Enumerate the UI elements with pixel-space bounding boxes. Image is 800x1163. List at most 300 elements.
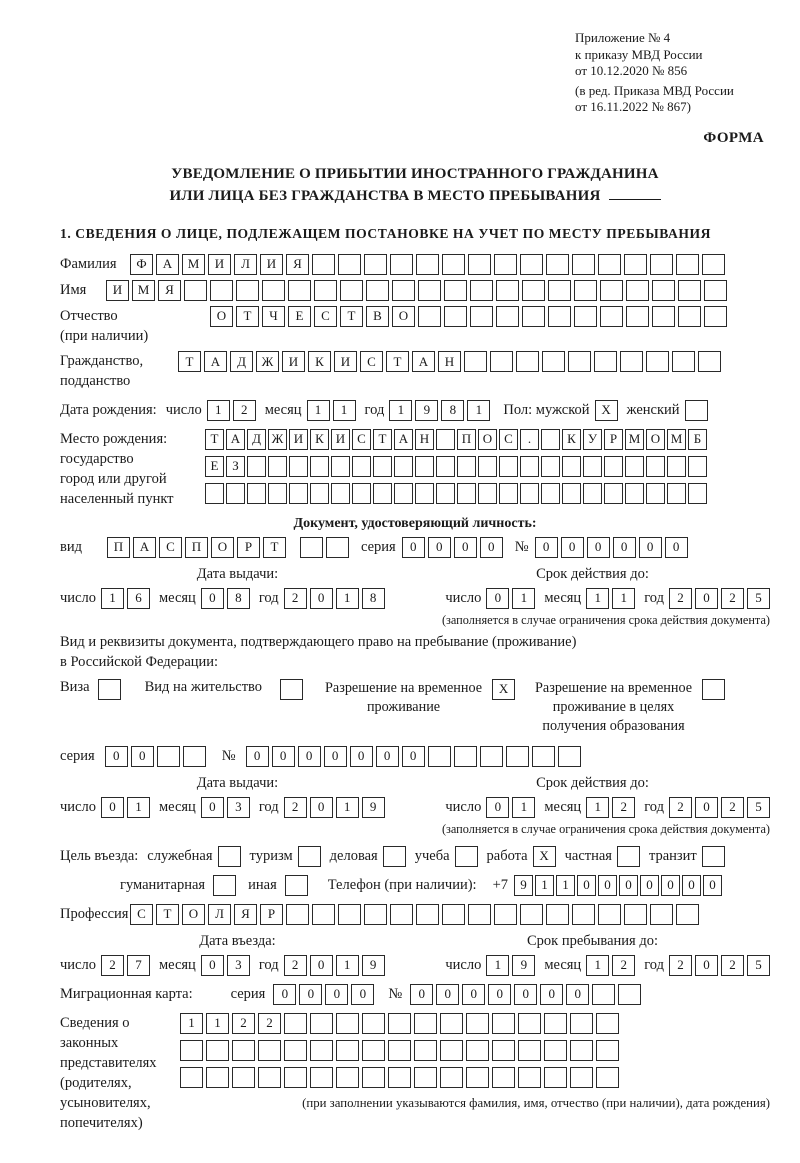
- char-cell: 6: [127, 588, 150, 609]
- char-cell: [312, 254, 335, 275]
- char-cell: 1: [336, 588, 359, 609]
- birthplace-row1-cells: [205, 429, 707, 450]
- char-cell: О: [392, 306, 415, 327]
- title-blank-line: [609, 199, 661, 200]
- char-cell: [414, 1013, 437, 1034]
- char-cell: [416, 904, 439, 925]
- char-cell: 0: [246, 746, 269, 767]
- char-cell: 0: [639, 537, 662, 558]
- char-cell: [598, 904, 621, 925]
- char-cell: Ж: [256, 351, 279, 372]
- char-cell: [598, 254, 621, 275]
- char-cell: П: [107, 537, 130, 558]
- char-cell: Л: [234, 254, 257, 275]
- char-cell: 2: [284, 588, 307, 609]
- char-cell: [688, 483, 707, 504]
- purpose-work-label: работа: [486, 847, 528, 864]
- sex-male-checkbox: [595, 400, 618, 421]
- purpose-extra-phone-row: [60, 875, 770, 896]
- day-label: число: [445, 798, 482, 815]
- guardians-label-line4: (родителях,: [60, 1074, 132, 1091]
- char-cell: [428, 746, 451, 767]
- char-cell: [574, 306, 597, 327]
- char-cell: [600, 306, 623, 327]
- char-cell: 0: [201, 588, 224, 609]
- residence-doc-intro-line2: в Российской Федерации:: [60, 653, 219, 670]
- iddoc-dates-row: [60, 588, 770, 609]
- char-cell: [331, 483, 350, 504]
- char-cell: 0: [640, 875, 659, 896]
- char-cell: А: [133, 537, 156, 558]
- residence-doc-date-headers: [60, 775, 770, 792]
- entry-day-cells: [101, 955, 150, 976]
- char-cell: [676, 254, 699, 275]
- char-cell: [466, 1013, 489, 1034]
- birthdate-label: Дата рождения:: [60, 401, 157, 418]
- char-cell: 2: [284, 797, 307, 818]
- char-cell: [492, 1013, 515, 1034]
- char-cell: 2: [233, 400, 256, 421]
- document-type-cells: [107, 537, 286, 558]
- temp-residence-label: [325, 679, 482, 717]
- purpose-humanitarian-checkbox: [213, 875, 236, 896]
- char-cell: Ч: [262, 306, 285, 327]
- year-label: год: [258, 798, 279, 815]
- char-cell: [522, 306, 545, 327]
- char-cell: [522, 280, 545, 301]
- month-label: месяц: [544, 798, 582, 815]
- birth-day-cells: [207, 400, 256, 421]
- iddoc-date-headers: [60, 566, 770, 583]
- char-cell: [258, 1040, 281, 1061]
- char-cell: 0: [310, 955, 333, 976]
- char-cell: [650, 904, 673, 925]
- char-cell: 2: [669, 955, 692, 976]
- purpose-study-checkbox: [455, 846, 478, 867]
- char-cell: С: [360, 351, 383, 372]
- entry-purpose-label: Цель въезда:: [60, 847, 139, 864]
- char-cell: [336, 1013, 359, 1034]
- visa-checkbox: [98, 679, 121, 700]
- citizenship-row: [60, 351, 770, 392]
- char-cell: [312, 904, 335, 925]
- char-cell: [390, 904, 413, 925]
- char-cell: 0: [272, 746, 295, 767]
- char-cell: [702, 254, 725, 275]
- char-cell: [520, 456, 539, 477]
- char-cell: [183, 746, 206, 767]
- char-cell: [210, 280, 233, 301]
- char-cell: К: [310, 429, 329, 450]
- char-cell: [548, 306, 571, 327]
- char-cell: 0: [488, 984, 511, 1005]
- char-cell: [548, 280, 571, 301]
- char-cell: [626, 306, 649, 327]
- char-cell: 0: [598, 875, 617, 896]
- char-cell: [184, 280, 207, 301]
- annex-line-5: от 16.11.2022 № 867): [575, 99, 692, 114]
- char-cell: [698, 351, 721, 372]
- char-cell: Т: [340, 306, 363, 327]
- char-cell: 1: [512, 797, 535, 818]
- char-cell: [685, 400, 708, 421]
- char-cell: [468, 904, 491, 925]
- char-cell: [284, 1013, 307, 1034]
- char-cell: 0: [350, 746, 373, 767]
- char-cell: [592, 984, 615, 1005]
- char-cell: Е: [288, 306, 311, 327]
- char-cell: [418, 280, 441, 301]
- char-cell: [650, 254, 673, 275]
- profession-cells: [130, 904, 699, 925]
- char-cell: 1: [612, 588, 635, 609]
- char-cell: .: [520, 429, 539, 450]
- char-cell: 1: [336, 955, 359, 976]
- char-cell: Л: [208, 904, 231, 925]
- char-cell: О: [646, 429, 665, 450]
- birthplace-label-line1: Место рождения:: [60, 430, 168, 447]
- purpose-other-label: иная: [248, 876, 277, 893]
- day-label: число: [60, 589, 96, 606]
- birthplace-label-line2: государство: [60, 450, 134, 467]
- series-label: серия: [361, 538, 396, 555]
- char-cell: [542, 351, 565, 372]
- birthplace-label-line4: населенный пункт: [60, 490, 174, 507]
- char-cell: 1: [467, 400, 490, 421]
- residence-doc-series-cells: [105, 746, 206, 767]
- purpose-business-label: деловая: [329, 847, 378, 864]
- stay-until-group: [445, 955, 770, 976]
- char-cell: З: [226, 456, 245, 477]
- entry-month-cells: [201, 955, 250, 976]
- char-cell: 0: [695, 588, 718, 609]
- char-cell: 9: [415, 400, 438, 421]
- char-cell: 1: [127, 797, 150, 818]
- char-cell: С: [499, 429, 518, 450]
- number-label: №: [388, 985, 403, 1002]
- char-cell: [364, 904, 387, 925]
- char-cell: [310, 483, 329, 504]
- residence-doc-issue-day-cells: [101, 797, 150, 818]
- char-cell: [596, 1013, 619, 1034]
- char-cell: [496, 280, 519, 301]
- char-cell: [480, 746, 503, 767]
- month-label: месяц: [264, 401, 302, 418]
- char-cell: [558, 746, 581, 767]
- temp-residence-edu-label-line3: получения образования: [542, 717, 685, 734]
- char-cell: [596, 1040, 619, 1061]
- char-cell: 0: [351, 984, 374, 1005]
- char-cell: [268, 483, 287, 504]
- char-cell: 1: [389, 400, 412, 421]
- char-cell: О: [182, 904, 205, 925]
- char-cell: [284, 1067, 307, 1088]
- char-cell: [570, 1013, 593, 1034]
- char-cell: [457, 456, 476, 477]
- temp-residence-edu-label-line1: Разрешение на временное: [535, 679, 693, 696]
- char-cell: [300, 537, 323, 558]
- guardians-label-line2: законных: [60, 1034, 119, 1051]
- char-cell: [499, 483, 518, 504]
- month-label: месяц: [158, 956, 196, 973]
- char-cell: 0: [410, 984, 433, 1005]
- char-cell: 2: [232, 1013, 255, 1034]
- limited-validity-note-2: (заполняется в случае ограничения срока действия документа): [441, 821, 770, 836]
- char-cell: 0: [682, 875, 701, 896]
- citizenship-label: [60, 351, 178, 392]
- residence-doc-issue-date-group: [60, 797, 385, 818]
- char-cell: [457, 483, 476, 504]
- temp-residence-edu-label-line2: проживание в целях: [552, 698, 675, 715]
- char-cell: [157, 746, 180, 767]
- char-cell: [416, 254, 439, 275]
- char-cell: [247, 456, 266, 477]
- guardians-note: (при заполнении указываются фамилия, имя, отчество (при наличии), дата рождения): [302, 1095, 770, 1110]
- char-cell: [289, 456, 308, 477]
- char-cell: И: [334, 351, 357, 372]
- char-cell: 5: [747, 588, 770, 609]
- char-cell: И: [331, 429, 350, 450]
- sex-female-checkbox: [685, 400, 708, 421]
- char-cell: [340, 280, 363, 301]
- char-cell: 0: [561, 537, 584, 558]
- residence-doc-series-row: [60, 746, 770, 767]
- char-cell: [392, 280, 415, 301]
- char-cell: О: [210, 306, 233, 327]
- char-cell: [600, 280, 623, 301]
- char-cell: [494, 254, 517, 275]
- document-type-row: [60, 537, 770, 558]
- char-cell: [466, 1067, 489, 1088]
- birthplace-row2-cells: [205, 456, 707, 477]
- char-cell: [624, 904, 647, 925]
- char-cell: 1: [206, 1013, 229, 1034]
- char-cell: [678, 306, 701, 327]
- temp-residence-label-line2: проживание: [366, 698, 441, 715]
- iddoc-valid-month-cells: [586, 588, 635, 609]
- annex-line-2: к приказу МВД России: [575, 46, 703, 62]
- char-cell: 0: [695, 797, 718, 818]
- series-label: серия: [230, 985, 266, 1002]
- guardians-row2-cells: [180, 1040, 770, 1061]
- residence-doc-valid-until-header: Срок действия до:: [536, 774, 649, 791]
- char-cell: [338, 254, 361, 275]
- char-cell: 1: [586, 797, 609, 818]
- residence-doc-issue-year-cells: [284, 797, 385, 818]
- char-cell: [704, 280, 727, 301]
- char-cell: [352, 483, 371, 504]
- char-cell: [583, 456, 602, 477]
- char-cell: 1: [207, 400, 230, 421]
- char-cell: А: [412, 351, 435, 372]
- char-cell: [532, 746, 555, 767]
- char-cell: 2: [669, 797, 692, 818]
- patronymic-label-line1: Отчество: [60, 307, 118, 324]
- char-cell: 2: [258, 1013, 281, 1034]
- residence-doc-valid-year-cells: [669, 797, 770, 818]
- char-cell: 0: [566, 984, 589, 1005]
- char-cell: [620, 351, 643, 372]
- char-cell: 0: [514, 984, 537, 1005]
- temp-residence-checkbox: [492, 679, 515, 700]
- year-label: год: [258, 589, 279, 606]
- series-label: серия: [60, 747, 95, 764]
- char-cell: [310, 1067, 333, 1088]
- char-cell: 5: [747, 955, 770, 976]
- permit-options-row: [60, 679, 770, 736]
- section-1-title: 1. СВЕДЕНИЯ О ЛИЦЕ, ПОДЛЕЖАЩЕМ ПОСТАНОВКЕ НА УЧЕТ ПО МЕСТУ ПРЕБЫВАНИЯ: [60, 225, 712, 241]
- char-cell: [205, 483, 224, 504]
- birthdate-row: [60, 400, 770, 421]
- char-cell: X: [533, 846, 556, 867]
- char-cell: [520, 254, 543, 275]
- char-cell: [440, 1013, 463, 1034]
- char-cell: И: [106, 280, 129, 301]
- identity-document-header: Документ, удостоверяющий личность:: [293, 515, 537, 531]
- char-cell: [574, 280, 597, 301]
- char-cell: 0: [376, 746, 399, 767]
- char-cell: [232, 1040, 255, 1061]
- char-cell: [98, 679, 121, 700]
- char-cell: Е: [205, 456, 224, 477]
- char-cell: [570, 1040, 593, 1061]
- char-cell: [455, 846, 478, 867]
- guardians-label-line1: Сведения о: [60, 1014, 130, 1031]
- legal-representatives-row: [60, 1013, 770, 1133]
- patronymic-row: [60, 306, 770, 347]
- char-cell: 1: [556, 875, 575, 896]
- char-cell: [544, 1067, 567, 1088]
- char-cell: 0: [402, 746, 425, 767]
- char-cell: 0: [454, 537, 477, 558]
- profession-label: Профессия: [60, 905, 129, 922]
- char-cell: [570, 1067, 593, 1088]
- char-cell: 1: [586, 588, 609, 609]
- char-cell: И: [260, 254, 283, 275]
- char-cell: [468, 254, 491, 275]
- annex-line-1: Приложение № 4: [575, 30, 671, 45]
- char-cell: [286, 904, 309, 925]
- birthplace-row: [60, 429, 770, 510]
- iddoc-issue-date-header: Дата выдачи:: [196, 565, 279, 582]
- char-cell: 0: [587, 537, 610, 558]
- char-cell: Р: [237, 537, 260, 558]
- char-cell: Я: [234, 904, 257, 925]
- char-cell: [544, 1040, 567, 1061]
- char-cell: П: [185, 537, 208, 558]
- temp-residence-edu-label: [535, 679, 692, 736]
- char-cell: [206, 1067, 229, 1088]
- char-cell: 2: [721, 955, 744, 976]
- char-cell: С: [314, 306, 337, 327]
- char-cell: 0: [298, 746, 321, 767]
- annex-revision-note: [575, 83, 770, 116]
- char-cell: [331, 456, 350, 477]
- char-cell: [284, 1040, 307, 1061]
- char-cell: 3: [227, 797, 250, 818]
- char-cell: 8: [227, 588, 250, 609]
- name-label: Имя: [60, 281, 87, 298]
- iddoc-series-cells: [402, 537, 503, 558]
- residence-permit-checkbox: [280, 679, 303, 700]
- char-cell: 9: [362, 797, 385, 818]
- limited-validity-note: (заполняется в случае ограничения срока действия документа): [441, 612, 770, 627]
- char-cell: 0: [486, 797, 509, 818]
- form-title-line1: УВЕДОМЛЕНИЕ О ПРИБЫТИИ ИНОСТРАННОГО ГРАЖДАНИНА: [171, 165, 659, 182]
- char-cell: [678, 280, 701, 301]
- char-cell: [520, 483, 539, 504]
- char-cell: [444, 306, 467, 327]
- annex-line-4: (в ред. Приказа МВД России: [575, 82, 734, 98]
- char-cell: 3: [227, 955, 250, 976]
- char-cell: [625, 456, 644, 477]
- char-cell: [414, 1040, 437, 1061]
- char-cell: С: [130, 904, 153, 925]
- char-cell: [617, 846, 640, 867]
- char-cell: [310, 456, 329, 477]
- purpose-business-checkbox: [383, 846, 406, 867]
- char-cell: 1: [180, 1013, 203, 1034]
- char-cell: [338, 904, 361, 925]
- char-cell: [232, 1067, 255, 1088]
- surname-row: [60, 254, 770, 275]
- char-cell: [362, 1013, 385, 1034]
- char-cell: М: [182, 254, 205, 275]
- char-cell: 0: [310, 797, 333, 818]
- char-cell: [646, 351, 669, 372]
- birthplace-label-line3: город или другой: [60, 470, 167, 487]
- residence-doc-number-cells: [246, 746, 581, 767]
- char-cell: [572, 904, 595, 925]
- char-cell: К: [308, 351, 331, 372]
- char-cell: 2: [669, 588, 692, 609]
- char-cell: [262, 280, 285, 301]
- stay-year-cells: [669, 955, 770, 976]
- annex-line-3: от 10.12.2020 № 856: [575, 63, 688, 78]
- residence-doc-dates-row: [60, 797, 770, 818]
- char-cell: [667, 483, 686, 504]
- guardians-row3-cells: [180, 1067, 770, 1088]
- char-cell: [352, 456, 371, 477]
- char-cell: 7: [127, 955, 150, 976]
- patronymic-label: [60, 306, 210, 347]
- char-cell: [388, 1013, 411, 1034]
- char-cell: Р: [604, 429, 623, 450]
- purpose-tourism-label: туризм: [249, 847, 293, 864]
- char-cell: 0: [428, 537, 451, 558]
- char-cell: [618, 984, 641, 1005]
- char-cell: [520, 904, 543, 925]
- char-cell: [541, 456, 560, 477]
- char-cell: [702, 846, 725, 867]
- iddoc-issue-date-group: [60, 588, 385, 609]
- temp-residence-label-line1: Разрешение на временное: [325, 679, 483, 696]
- char-cell: [440, 1040, 463, 1061]
- char-cell: [206, 1040, 229, 1061]
- guardians-label-line6: попечителях): [60, 1114, 143, 1131]
- char-cell: [688, 456, 707, 477]
- char-cell: [285, 875, 308, 896]
- char-cell: [415, 456, 434, 477]
- char-cell: 0: [619, 875, 638, 896]
- char-cell: 0: [613, 537, 636, 558]
- char-cell: 0: [101, 797, 124, 818]
- char-cell: 0: [577, 875, 596, 896]
- sex-male-label: Пол: мужской: [503, 401, 590, 418]
- birthplace-row3-cells: [205, 483, 707, 504]
- year-label: год: [644, 798, 664, 815]
- iddoc-issue-year-cells: [284, 588, 385, 609]
